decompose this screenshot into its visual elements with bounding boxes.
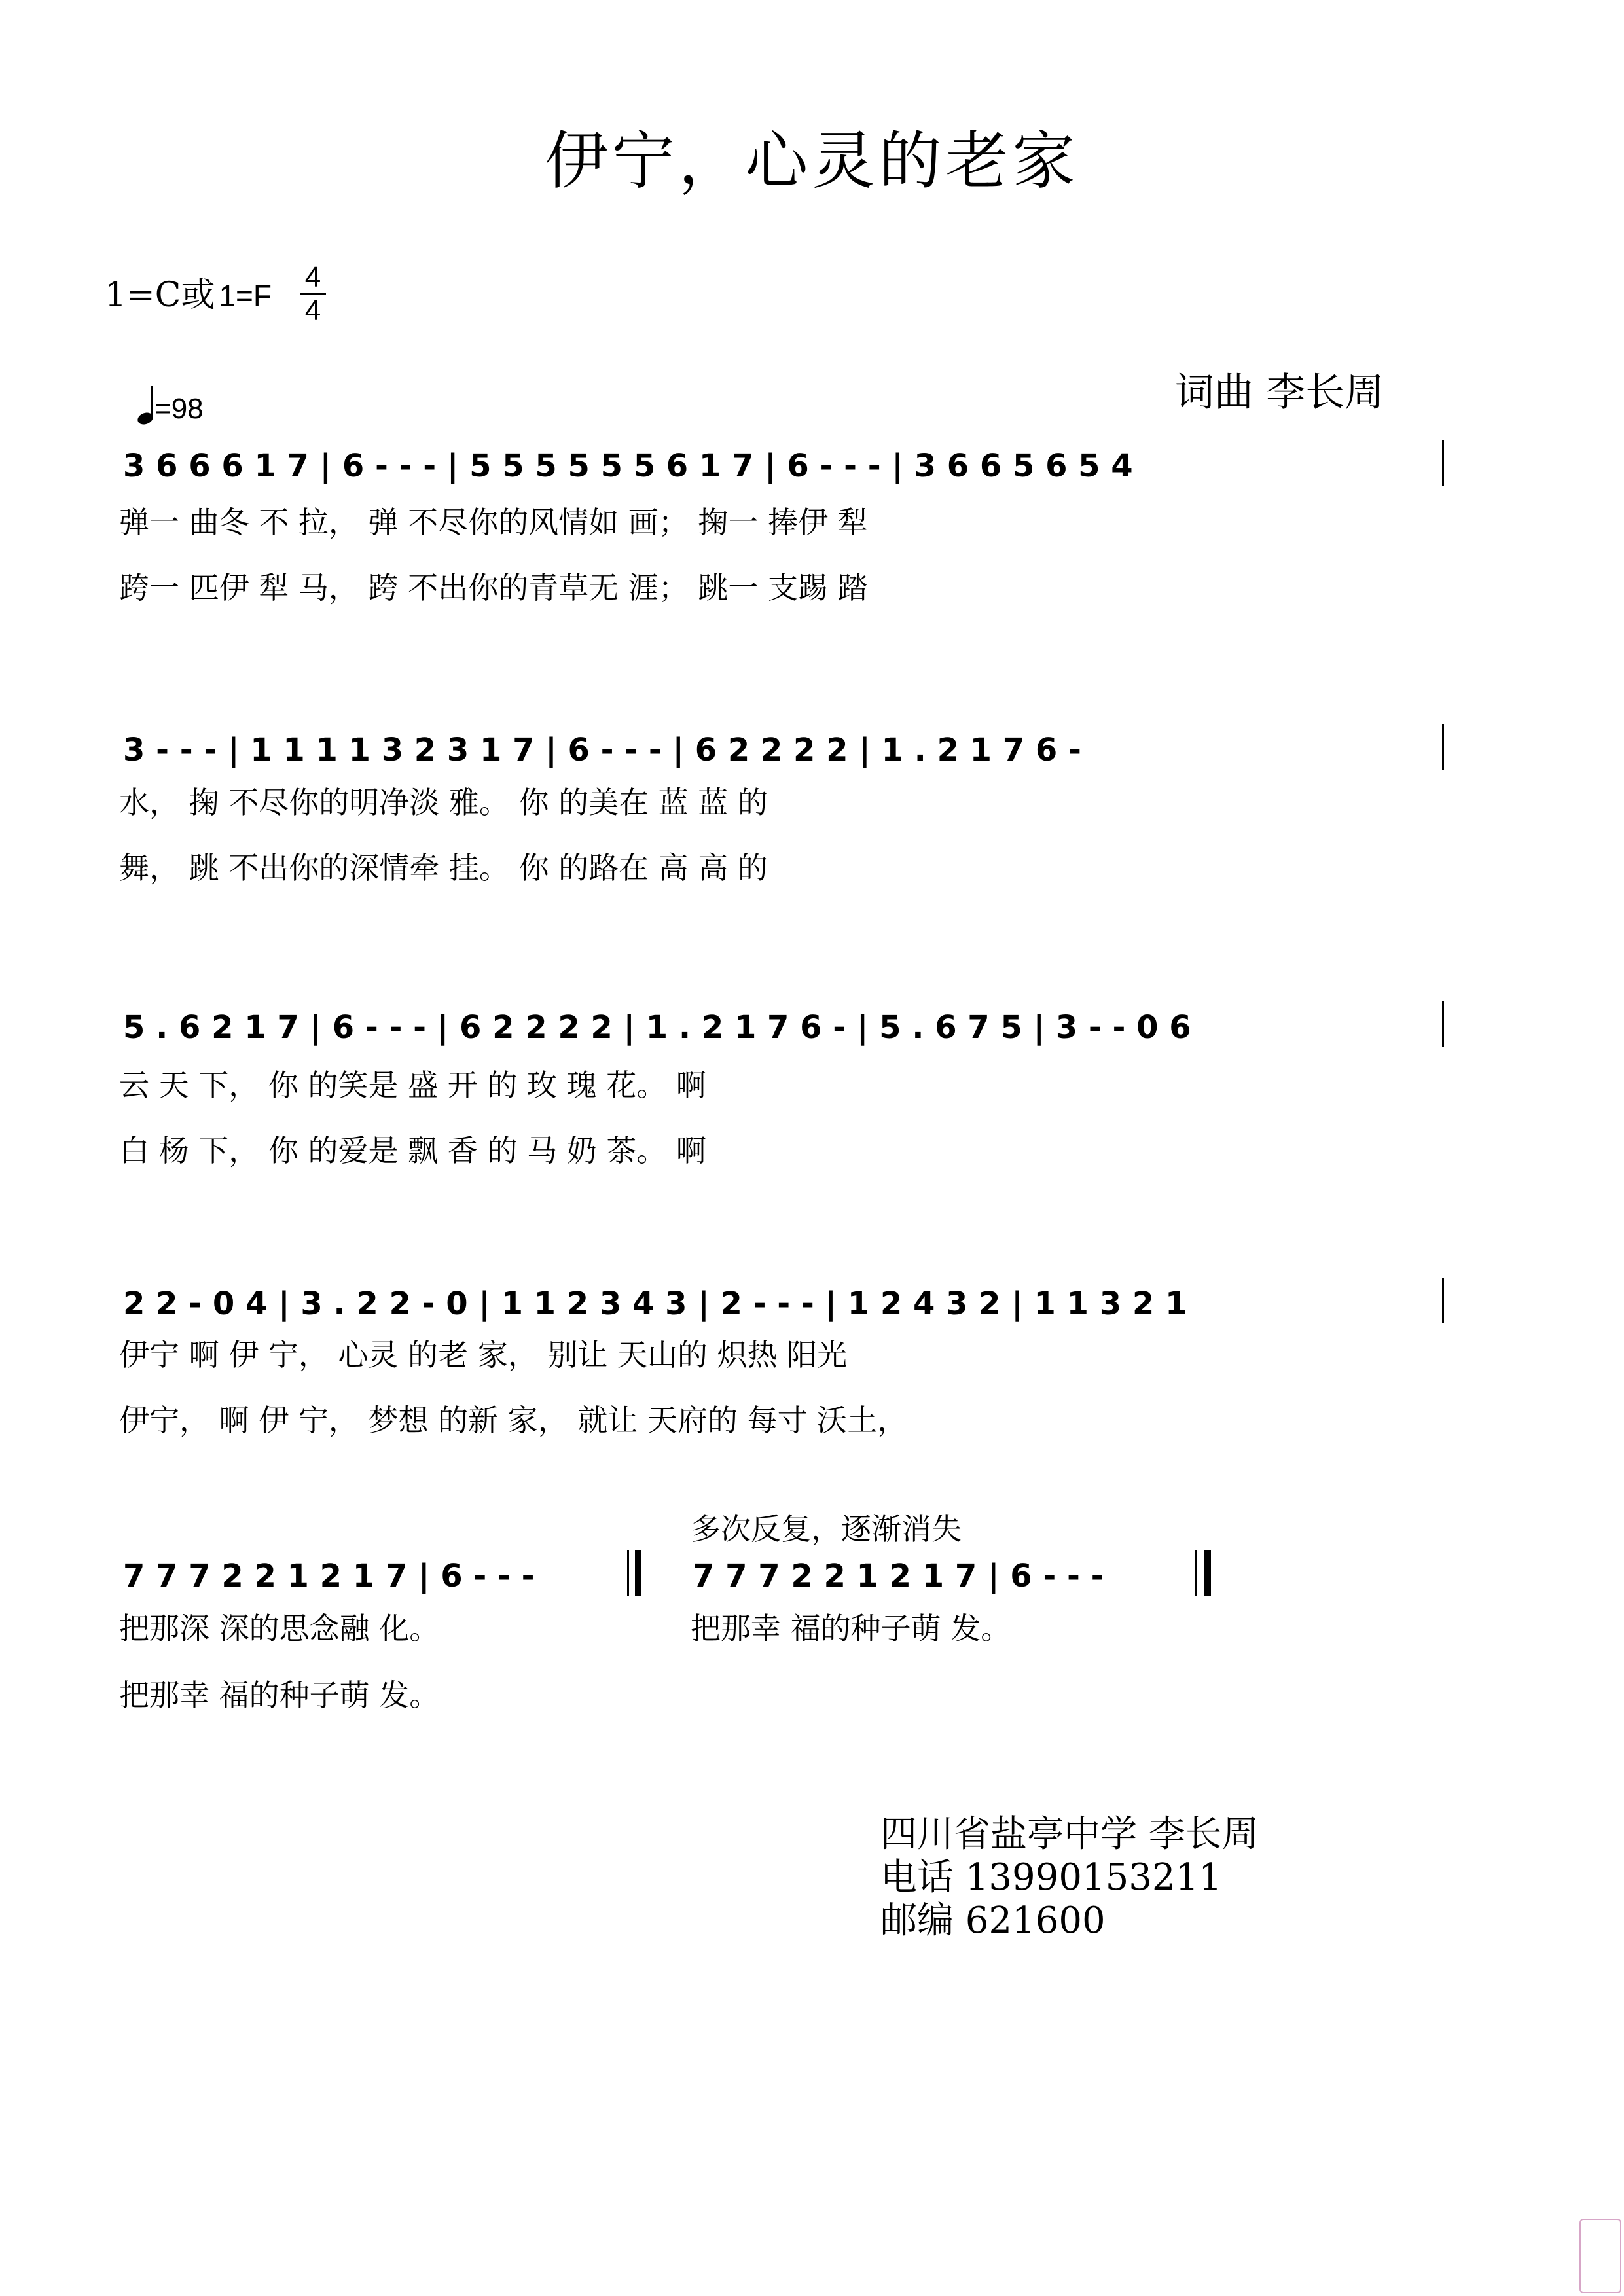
lyrics-line-1-verse-2: 跨一 匹伊 犁 马， 跨 不出你的青草无 涯； 跳一 支踢 踏 (119, 570, 868, 605)
barline (1442, 1001, 1444, 1047)
notation-line-5: 7 7 7 2 2 1 2 1 7 | 6 - - - (123, 1558, 535, 1594)
barline (1442, 724, 1444, 770)
lyrics-line-2-verse-2: 舞， 跳 不出你的深情牵 挂。 你 的路在 高 高 的 (119, 850, 768, 886)
author-school: 四川省盐亭中学 李长周 (880, 1813, 1259, 1856)
notation-line-3: 5 . 6 2 1 7 | 6 - - - | 6 2 2 2 2 | 1 . 2 1 7 6 - | 5 . 6 7 5 | 3 - - 0 6 (123, 1009, 1191, 1046)
time-signature (300, 263, 326, 325)
key-signature (105, 267, 272, 316)
notation-line-5-repeat: 7 7 7 2 2 1 2 1 7 | 6 - - - (693, 1558, 1104, 1594)
song-title: 伊宁，心灵的老家 (545, 124, 1079, 198)
key-c: 1=C或 (105, 276, 215, 315)
final-barline-thick (1204, 1550, 1211, 1596)
time-signature-bottom: 4 (304, 295, 321, 327)
tempo-marking (137, 386, 204, 425)
notation-line-2: 3 - - - | 1 1 1 1 3 2 3 1 7 | 6 - - - | 6 2 2 2 2 | 1 . 2 1 7 6 - (123, 732, 1081, 768)
author-phone: 电话 13990153211 (880, 1856, 1222, 1899)
key-f: 1=F (219, 279, 272, 313)
lyrics-line-5-verse-1: 把那深 深的思念融 化。 (119, 1611, 440, 1646)
lyrics-line-3-verse-1: 云 天 下， 你 的笑是 盛 开 的 玫 瑰 花。 啊 (119, 1067, 706, 1103)
lyrics-line-5-ending: 把那幸 福的种子萌 发。 (691, 1611, 1011, 1646)
watermark-stamp-icon (1579, 2219, 1621, 2293)
lyrics-line-3-verse-2: 白 杨 下， 你 的爱是 飘 香 的 马 奶 茶。 啊 (119, 1133, 706, 1168)
lyrics-line-2-verse-1: 水， 掬 不尽你的明净淡 雅。 你 的美在 蓝 蓝 的 (119, 785, 768, 820)
repeat-barline-thick (635, 1550, 641, 1596)
notation-line-4: 2 2 - 0 4 | 3 . 2 2 - 0 | 1 1 2 3 4 3 | 2 - - - | 1 2 4 3 2 | 1 1 3 2 1 (123, 1285, 1187, 1322)
barline (1442, 440, 1444, 486)
notation-line-1: 3 6 6 6 1 7 | 6 - - - | 5 5 5 5 5 5 6 1 7 | 6 - - - | 3 6 6 5 6 5 4 (123, 448, 1133, 484)
final-barline-thin (1195, 1550, 1197, 1596)
lyrics-line-4-verse-1: 伊宁 啊 伊 宁， 心灵 的老 家， 别让 天山的 炽热 阳光 (119, 1337, 848, 1372)
barline (1442, 1278, 1444, 1323)
repeat-barline (627, 1550, 629, 1596)
lyrics-line-1-verse-1: 弹一 曲冬 不 拉， 弹 不尽你的风情如 画； 掬一 捧伊 犁 (119, 505, 868, 540)
lyrics-line-5-verse-2: 把那幸 福的种子萌 发。 (119, 1677, 440, 1713)
lyrics-line-4-verse-2: 伊宁， 啊 伊 宁， 梦想 的新 家， 就让 天府的 每寸 沃土， (119, 1403, 908, 1438)
time-signature-top: 4 (304, 261, 321, 293)
repeat-instruction: 多次反复，逐渐消失 (691, 1511, 962, 1547)
quarter-note-icon (137, 386, 154, 425)
composer: 词曲 李长周 (1175, 370, 1384, 416)
author-postcode: 邮编 621600 (880, 1899, 1106, 1942)
tempo-value: =98 (154, 393, 204, 425)
